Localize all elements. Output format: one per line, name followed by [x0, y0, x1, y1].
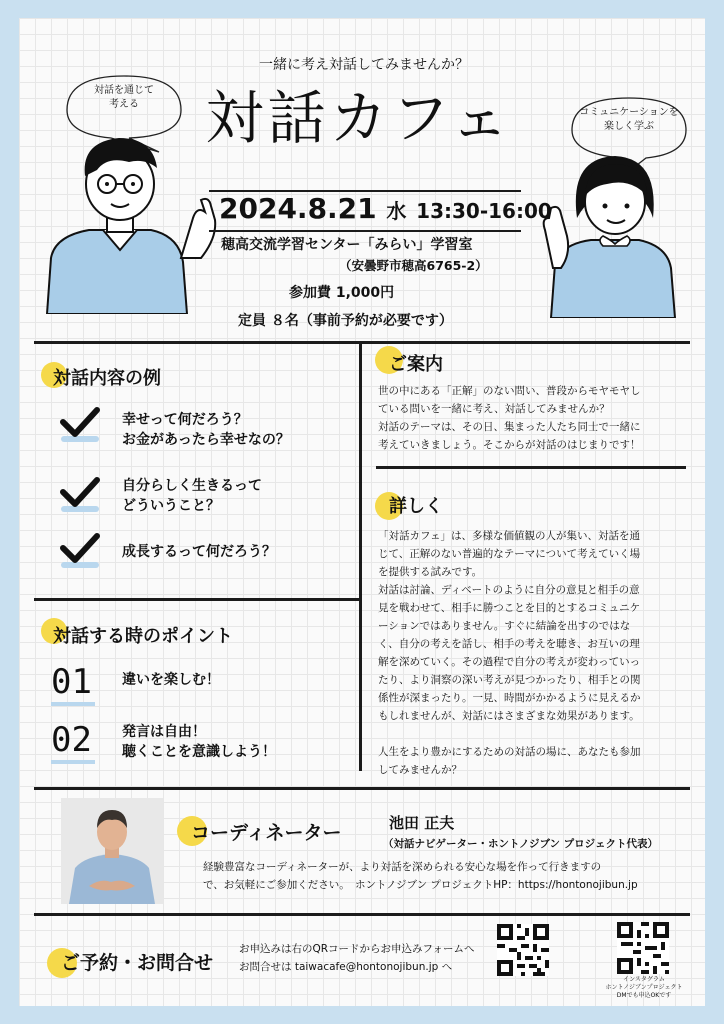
event-datetime: 2024.8.21 水 13:30-16:00 [219, 192, 552, 225]
coordinator-photo [61, 798, 163, 904]
bubble-right-text: コミュニケーションを 楽しく学ぶ [579, 107, 679, 132]
man-illustration [41, 126, 221, 314]
check-icon [59, 476, 103, 516]
details-heading: 詳しく [389, 496, 443, 517]
point-item-1: 違いを楽しむ！ [122, 672, 220, 688]
contact-heading: ご予約・お問合せ [61, 952, 214, 974]
coordinator-role: （対話ナビゲーター・ホントノジブン プロジェクト代表） [383, 838, 658, 850]
coordinator-heading: コーディネーター [191, 822, 342, 844]
topics-heading: 対話内容の例 [53, 368, 161, 389]
qr-code-form[interactable] [497, 924, 549, 976]
woman-illustration [527, 148, 697, 318]
page-title: 対話カフェ [205, 84, 513, 152]
event-capacity: 定員 ８名（事前予約が必要です） [238, 313, 453, 329]
event-address: （安曇野市穂高6765-2） [339, 258, 488, 273]
guide-text: 世の中にある「正解」のない問い、普段からモヤモヤし ている問いを一緒に考え、対話してみませんか？ 対話のテーマは、その日、集まった人たち同士で一緒に 考えていきましょう。そこからが対話のはじまりです！ [378, 385, 641, 451]
flyer [19, 18, 705, 1006]
event-fee: 参加費 1,000円 [289, 285, 395, 301]
coordinator-desc: 経験豊富なコーディネーターが、より対話を深められる安心な場を作って行きますの で、お気軽にご参加ください。 ホントノジブン プロジェクトHP：https://hontonojibun.jp [203, 861, 638, 891]
point-item-2: 発言は自由！ 聴くことを意識しよう！ [122, 724, 276, 760]
topic-item-1: 幸せって何だろう？ お金があったら幸せなの？ [122, 412, 290, 448]
points-heading: 対話する時のポイント [53, 626, 233, 647]
qr-code-instagram[interactable] [617, 922, 669, 974]
tagline: 一緒に考え対話してみませんか？ [259, 57, 469, 73]
bubble-left-text: 対話を通じて 考える [94, 85, 154, 110]
event-venue: 穂高交流学習センター「みらい」学習室 [221, 237, 473, 253]
contact-text: お申込みは右のQRコードからお申込みフォームへ お問合せは taiwacafe@hontonojibun.jp へ [239, 943, 475, 973]
check-icon [59, 532, 103, 572]
topic-item-2: 自分らしく生きるって どういうこと？ [122, 478, 262, 514]
details-text: 「対話カフェ」は、多様な価値観の人が集い、対話を通 じて、正解のない普遍的なテーマについて考えていく場 を提供する試みです。 対話は討論、ディベートのように自分の意見と相手の意 見を戦わせて、相手に勝つことを目的とするコミュニケ ーションではありません。すぐに結論を出すのではな く、自分の考えを話し、相手の考えを聴き、お互いの理 解を深めていく。その過程で自分の考えが変わっていっ たり、より洞察の深い考えが見つかったり、相手との関 係性が深まったり。一見、時間がかかるように見えるか もしれませんが、対話にはさまざまな効果があります。 人生をより豊かにするための対話の場に、あなたも参加 してみませんか？ [378, 530, 641, 776]
point-number-1: 01 [51, 662, 92, 702]
topic-item-3: 成長するって何だろう？ [122, 544, 276, 560]
qr-instagram-caption: インスタグラム ホントノジブンプロジェクト DMでも申込OKです [605, 976, 683, 999]
coordinator-name: 池田 正夫 [389, 814, 455, 832]
point-number-2: 02 [51, 720, 92, 760]
check-icon [59, 406, 103, 446]
guide-heading: ご案内 [389, 354, 443, 375]
